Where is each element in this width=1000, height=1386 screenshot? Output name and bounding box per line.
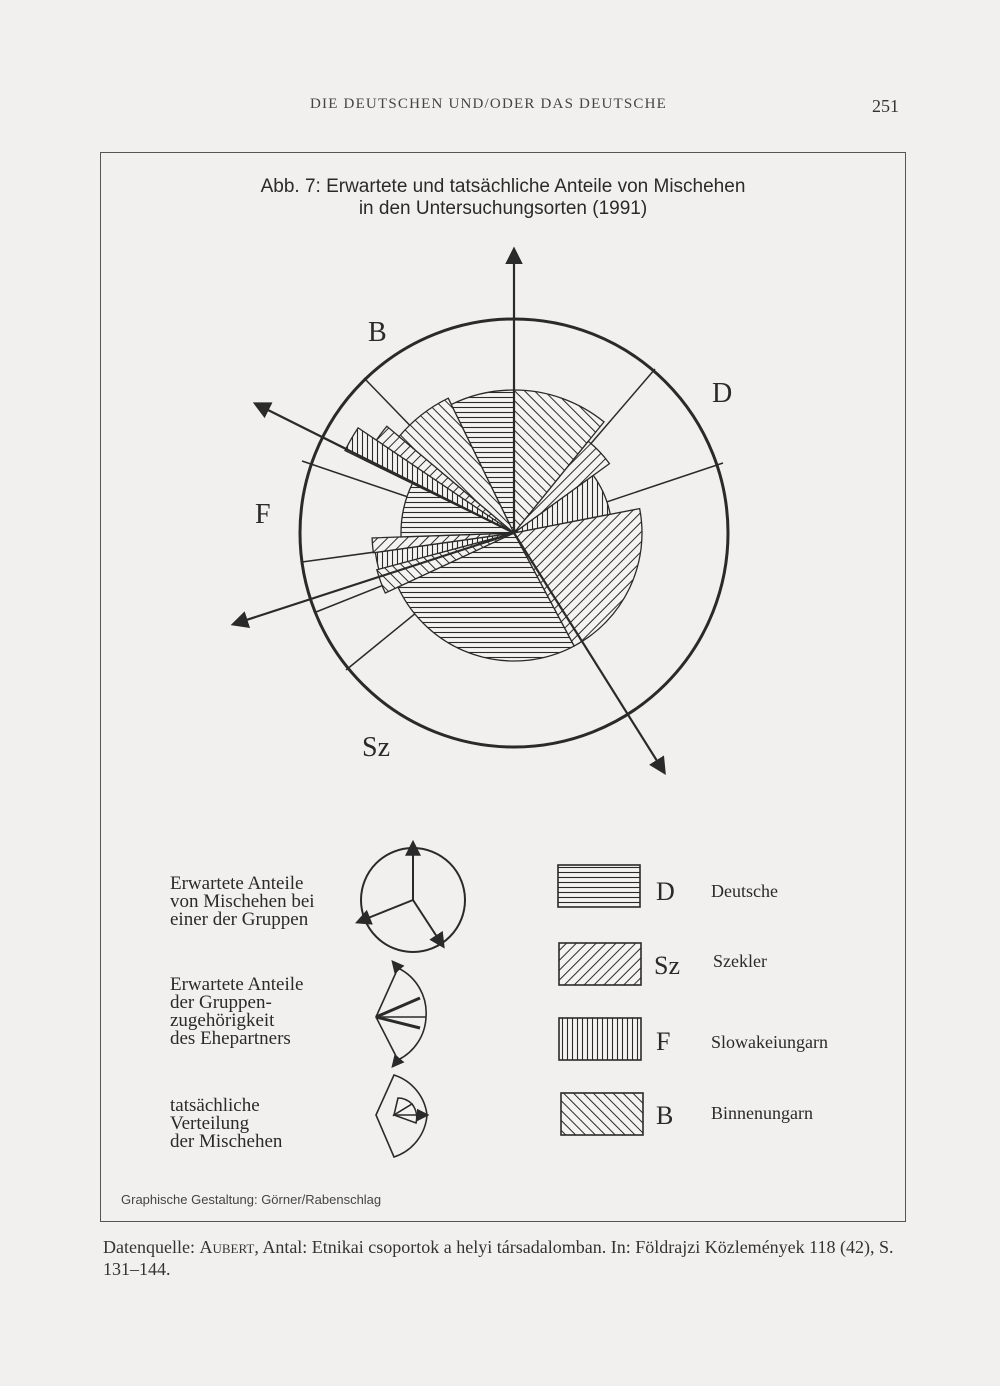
graphic-credit: Graphische Gestaltung: Görner/Rabenschlag xyxy=(121,1192,382,1207)
swatch-szekler xyxy=(559,943,641,985)
legend-expected-membership-text: Erwartete Anteile der Gruppen- zugehörigkeit des Ehepartners xyxy=(170,974,304,1049)
actual-distribution-wedges xyxy=(345,390,642,661)
source-prefix: Datenquelle: xyxy=(103,1237,200,1257)
data-source xyxy=(103,1236,913,1280)
group-label-f: F xyxy=(255,499,271,530)
legend-code-b: B xyxy=(656,1101,674,1130)
legend-code-sz: Sz xyxy=(654,951,680,980)
legend-symbol-expected-membership xyxy=(376,962,426,1066)
swatch-deutsche xyxy=(558,865,640,907)
legend-symbol-expected-mixed xyxy=(358,843,465,952)
group-label-sz: Sz xyxy=(362,732,390,763)
legend-actual-distribution-text: tatsächliche Verteilung der Mischehen xyxy=(170,1095,283,1152)
source-author-surname: Aubert xyxy=(199,1237,255,1257)
legend-code-f: F xyxy=(656,1027,671,1056)
legend-expected-mixed-text: Erwartete Anteile von Mischehen bei einer der Gruppen xyxy=(170,873,315,930)
group-label-b: B xyxy=(368,317,387,348)
group-label-d: D xyxy=(712,378,733,409)
legend-name-deutsche: Deutsche xyxy=(711,881,778,901)
legend-patterns xyxy=(558,865,828,1135)
legend-name-binnenungarn: Binnenungarn xyxy=(711,1103,813,1123)
swatch-binnenungarn xyxy=(561,1093,643,1135)
legend-name-szekler: Szekler xyxy=(713,951,767,971)
figure-title-line-2: in den Untersuchungsorten (1991) xyxy=(358,198,648,219)
swatch-slowakeiungarn xyxy=(559,1018,641,1060)
main-wheel xyxy=(234,250,728,772)
legend-symbol-actual-distribution xyxy=(376,1075,427,1157)
running-head: DIE DEUTSCHEN UND/ODER DAS DEUTSCHE xyxy=(310,96,667,112)
source-rest: , Antal: Etnikai csoportok a helyi társadalomban. In: Földrajzi Közlemények 118 (42), S. 131–144. xyxy=(103,1237,894,1279)
legend-name-slowakeiungarn: Slowakeiungarn xyxy=(711,1032,828,1052)
page-number: 251 xyxy=(872,96,899,116)
legend-code-d: D xyxy=(656,877,675,906)
figure-title-line-1: Abb. 7: Erwartete und tatsächliche Anteile von Mischehen xyxy=(260,176,746,197)
legend-explanations xyxy=(170,873,319,1152)
